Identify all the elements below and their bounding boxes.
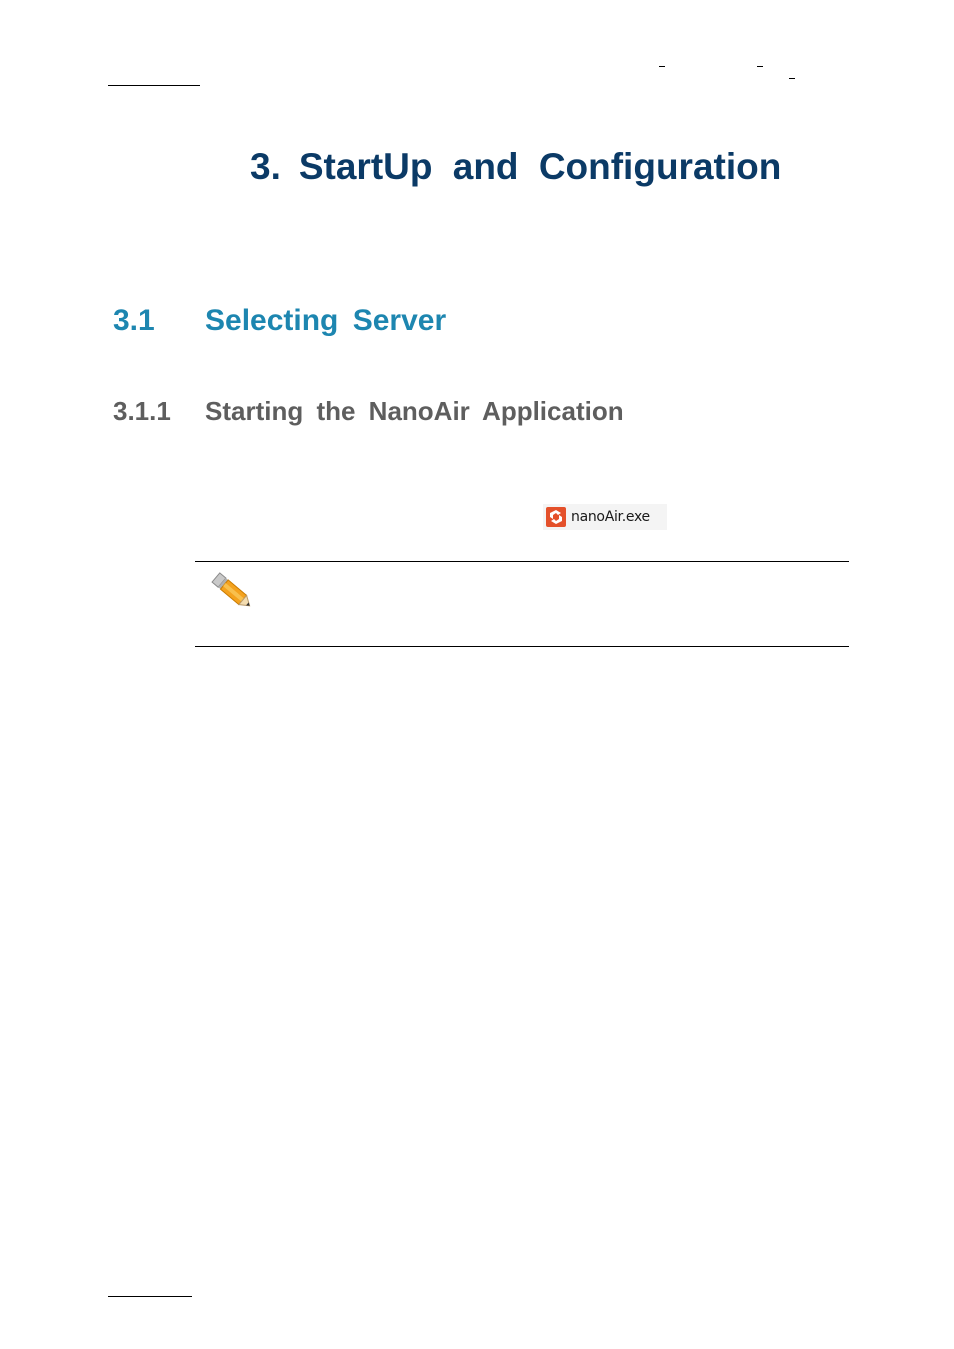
subsection-number: 3.1.1 bbox=[113, 396, 171, 426]
note-top-rule bbox=[195, 561, 849, 562]
footer-rule bbox=[108, 1296, 192, 1297]
subsection-title: Starting the NanoAir Application bbox=[205, 396, 624, 426]
section-number: 3.1 bbox=[113, 304, 155, 337]
header-mark bbox=[757, 66, 763, 67]
section-heading bbox=[113, 304, 446, 338]
header-mark bbox=[659, 66, 665, 67]
pencil-icon bbox=[207, 568, 257, 614]
nanoair-app-icon bbox=[546, 507, 566, 527]
subsection-heading bbox=[113, 396, 624, 427]
chapter-title-text: StartUp and Configuration bbox=[298, 146, 782, 187]
header-mark bbox=[789, 78, 795, 79]
note-bottom-rule bbox=[195, 646, 849, 647]
header-rule bbox=[108, 85, 200, 86]
nanoair-exe-file[interactable] bbox=[543, 504, 667, 530]
chapter-number: 3. bbox=[250, 146, 281, 187]
section-title: Selecting Server bbox=[205, 304, 447, 337]
nanoair-exe-label: nanoAir.exe bbox=[571, 509, 650, 525]
chapter-title bbox=[250, 146, 781, 188]
